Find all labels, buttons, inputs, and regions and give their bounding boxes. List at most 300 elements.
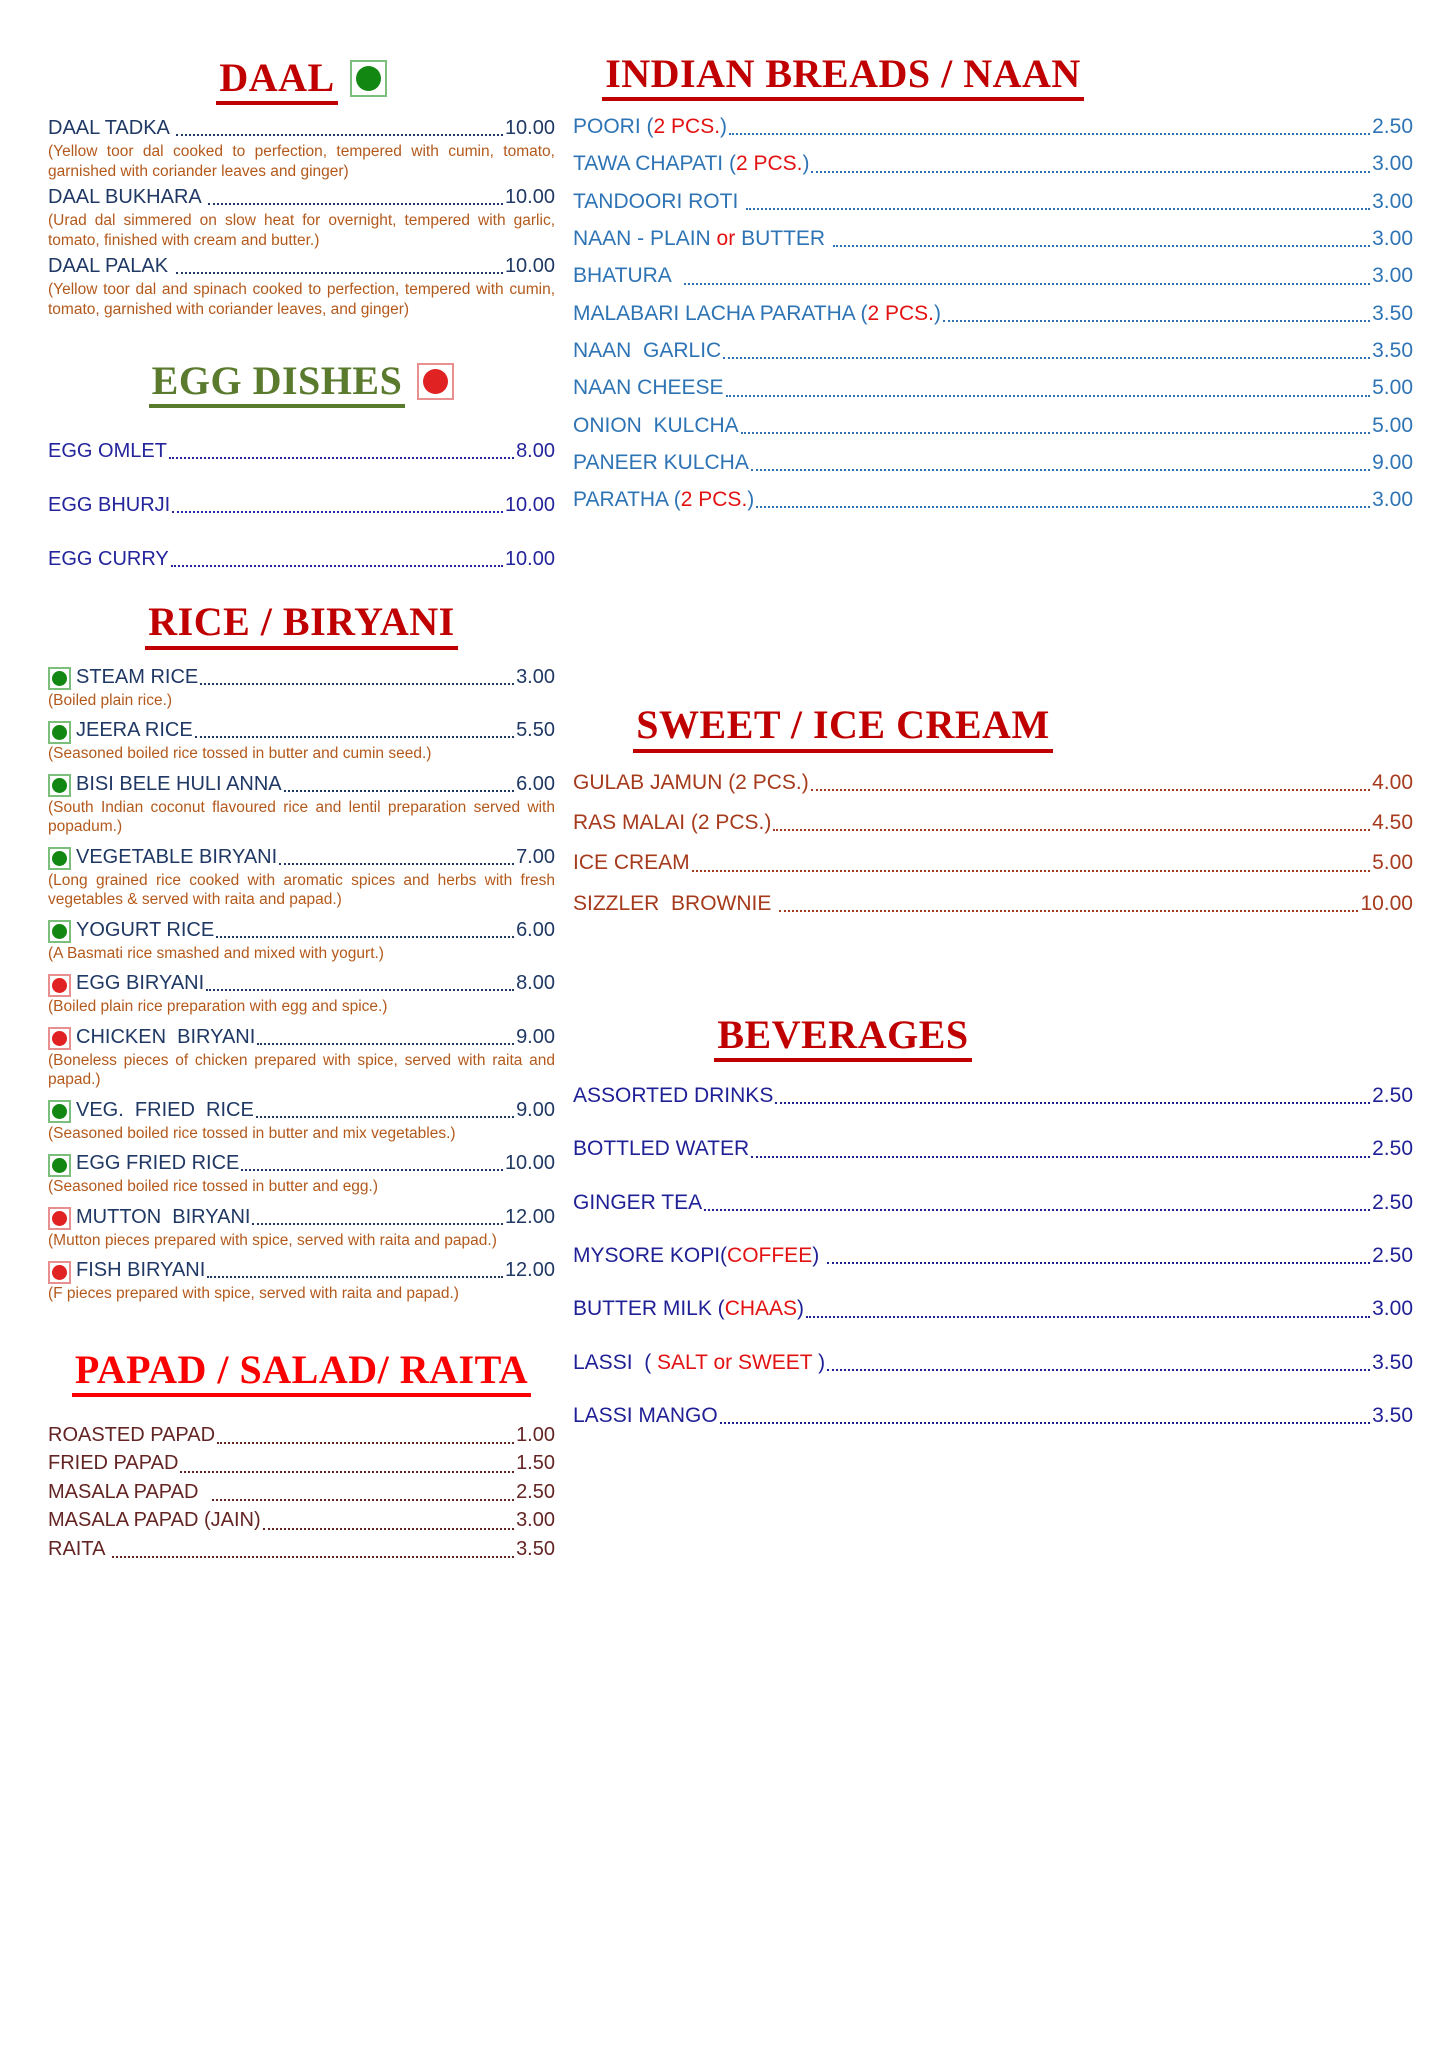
menu-item-row <box>573 1349 1413 1376</box>
dotted-leader <box>729 133 1370 135</box>
menu-item <box>48 1097 555 1144</box>
menu-item <box>48 1449 555 1477</box>
item-price: 3.50 <box>1372 338 1413 362</box>
item-price: 1.00 <box>516 1424 555 1447</box>
item-name: EGG FRIED RICE <box>76 1152 240 1175</box>
section-heading-daal <box>48 56 555 105</box>
menu-item <box>573 1189 1413 1216</box>
item-price: 10.00 <box>504 117 555 140</box>
section-title: PAPAD / SALAD/ RAITA <box>72 1348 531 1397</box>
item-price: 1.50 <box>516 1452 555 1475</box>
dotted-leader <box>741 432 1370 434</box>
dotted-leader <box>241 1169 503 1171</box>
menu-item-row <box>573 1295 1413 1322</box>
section-title: INDIAN BREADS / NAAN <box>602 52 1084 101</box>
menu-item <box>48 438 555 464</box>
item-price: 3.50 <box>1372 301 1413 325</box>
menu-item-row <box>48 771 555 797</box>
item-name: EGG BHURJI <box>48 494 171 517</box>
item-name: LASSI ( SALT or SWEET ) <box>573 1350 826 1374</box>
item-name: VEGETABLE BIRYANI <box>76 845 278 868</box>
item-price: 3.00 <box>1372 152 1413 176</box>
item-name: ROASTED PAPAD <box>48 1424 216 1447</box>
left-column <box>48 0 555 1563</box>
dotted-leader <box>773 829 1370 831</box>
item-price: 5.00 <box>1372 851 1413 875</box>
section-heading-wrap <box>145 600 457 649</box>
dotted-leader <box>692 870 1370 872</box>
menu-item <box>48 917 555 964</box>
item-name: EGG CURRY <box>48 548 169 571</box>
item-name: GINGER TEA <box>573 1190 703 1214</box>
menu-item-row <box>48 1257 555 1283</box>
item-price: 6.00 <box>516 918 555 941</box>
item-price: 5.00 <box>1372 376 1413 400</box>
item-name-accent: 2 PCS. <box>735 152 803 176</box>
menu-item <box>48 1506 555 1534</box>
menu-item-row <box>573 262 1413 289</box>
item-name: EGG OMLET <box>48 440 167 463</box>
menu-item <box>48 717 555 764</box>
dotted-leader <box>775 1102 1370 1104</box>
item-name-accent: SALT or SWEET <box>657 1350 813 1374</box>
section-heading-egg <box>48 359 555 408</box>
dotted-leader <box>216 936 514 938</box>
menu-item-row <box>573 449 1413 476</box>
veg-dot <box>356 66 381 91</box>
menu-item <box>573 890 1413 917</box>
item-price: 5.50 <box>516 719 555 742</box>
item-price: 12.00 <box>504 1205 555 1228</box>
item-name: TANDOORI ROTI <box>573 189 745 213</box>
dotted-leader <box>811 171 1370 173</box>
non-veg-icon <box>48 1027 71 1050</box>
menu-item-row <box>48 1150 555 1176</box>
item-name-accent: 2 PCS. <box>680 488 748 512</box>
item-name: LASSI MANGO <box>573 1403 718 1427</box>
section-items <box>573 769 1413 917</box>
section-title: DAAL <box>216 56 337 105</box>
item-name: GULAB JAMUN (2 PCS.) <box>573 770 809 794</box>
item-price: 3.00 <box>1372 1297 1413 1321</box>
dotted-leader <box>212 1499 515 1501</box>
menu-item <box>48 184 555 250</box>
menu-item-row <box>573 769 1413 796</box>
item-name: NAAN - PLAIN or BUTTER <box>573 227 831 251</box>
section-rice <box>48 600 555 1303</box>
menu-item <box>48 1478 555 1506</box>
item-price: 10.00 <box>504 494 555 517</box>
menu-item-row <box>48 1478 555 1506</box>
item-name-accent: 2 PCS. <box>653 115 721 139</box>
section-items <box>48 115 555 319</box>
item-description: (South Indian coconut flavoured rice and lentil preparation served with popadum.) <box>48 798 555 836</box>
dotted-leader <box>257 1043 514 1045</box>
menu-item-row <box>573 1082 1413 1109</box>
item-price: 10.00 <box>504 186 555 209</box>
dotted-leader <box>180 1471 514 1473</box>
dotted-leader <box>200 683 514 685</box>
item-description: (Yellow toor dal and spinach cooked to perfection, tempered with cumin, tomato, garnished with coriander leaves, and ginger) <box>48 281 555 318</box>
section-heading-breads <box>573 52 1113 101</box>
menu-item-row <box>573 1402 1413 1429</box>
section-heading-wrap <box>633 703 1052 752</box>
section-items <box>48 438 555 572</box>
veg-icon <box>350 60 387 97</box>
item-price: 3.00 <box>516 1509 555 1532</box>
item-price: 4.00 <box>1372 770 1413 794</box>
item-description: (Seasoned boiled rice tossed in butter and egg.) <box>48 1178 379 1196</box>
dotted-leader <box>207 1276 503 1278</box>
menu-item-row <box>48 1506 555 1534</box>
non-veg-dot <box>52 1031 67 1046</box>
menu-item-row <box>573 890 1413 917</box>
section-heading-wrap <box>216 56 386 105</box>
dotted-leader <box>723 357 1370 359</box>
item-description: (Urad dal simmered on slow heat for overnight, tempered with garlic, tomato, finished with cream and butter.) <box>48 212 555 249</box>
item-description: (Boneless pieces of chicken prepared with spice, served with raita and papad.) <box>48 1051 555 1089</box>
veg-icon <box>48 847 71 870</box>
menu-item <box>48 844 555 910</box>
menu-item <box>573 1242 1413 1269</box>
menu-item-row <box>48 1535 555 1563</box>
item-price: 2.50 <box>1372 1190 1413 1214</box>
section-items <box>48 1421 555 1563</box>
item-name: RAS MALAI (2 PCS.) <box>573 810 772 834</box>
menu-item-row <box>573 113 1413 140</box>
item-price: 2.50 <box>1372 1243 1413 1267</box>
dotted-leader <box>112 1556 514 1558</box>
item-name: VEG. FRIED RICE <box>76 1098 254 1121</box>
item-price: 9.00 <box>1372 450 1413 474</box>
menu-item <box>573 1295 1413 1322</box>
item-name: BISI BELE HULI ANNA <box>76 772 282 795</box>
menu-item-row <box>48 1204 555 1230</box>
section-heading-wrap <box>602 52 1084 101</box>
item-price: 3.00 <box>1372 264 1413 288</box>
item-description: (Long grained rice cooked with aromatic spices and herbs with fresh vegetables & served with raita and papad.) <box>48 871 555 909</box>
menu-item <box>48 664 555 711</box>
dotted-leader <box>746 208 1370 210</box>
dotted-leader <box>779 910 1358 912</box>
dotted-leader <box>751 469 1370 471</box>
menu-item-row <box>573 1242 1413 1269</box>
item-price: 8.00 <box>516 972 555 995</box>
menu-item <box>573 262 1413 289</box>
section-heading-wrap <box>714 1013 971 1062</box>
menu-item-row <box>48 253 555 279</box>
menu-item-row <box>48 1097 555 1123</box>
dotted-leader <box>284 790 514 792</box>
item-description: (A Basmati rice smashed and mixed with yogurt.) <box>48 944 384 962</box>
item-name: CHICKEN BIRYANI <box>76 1025 256 1048</box>
non-veg-dot <box>423 369 448 394</box>
menu-item <box>573 1135 1413 1162</box>
item-name: PARATHA (2 PCS.) <box>573 488 755 512</box>
dotted-leader <box>263 1528 514 1530</box>
menu-item <box>48 1024 555 1090</box>
dotted-leader <box>256 1116 514 1118</box>
item-description: (F pieces prepared with spice, served with raita and papad.) <box>48 1285 459 1303</box>
menu-item-row <box>573 374 1413 401</box>
item-name-accent: COFFEE <box>727 1243 813 1267</box>
item-name: NAAN CHEESE <box>573 376 724 400</box>
veg-dot <box>52 851 67 866</box>
dotted-leader <box>811 789 1370 791</box>
item-name: ASSORTED DRINKS <box>573 1084 774 1108</box>
item-name: ONION KULCHA <box>573 413 739 437</box>
menu-item <box>48 1421 555 1449</box>
item-price: 3.50 <box>1372 1403 1413 1427</box>
dotted-leader <box>827 1369 1370 1371</box>
section-title: RICE / BIRYANI <box>145 600 457 649</box>
dotted-leader <box>726 395 1371 397</box>
item-price: 3.00 <box>516 665 555 688</box>
menu-item-row <box>573 486 1413 513</box>
menu-item-row <box>573 188 1413 215</box>
item-name: DAAL BUKHARA <box>48 186 207 209</box>
item-price: 12.00 <box>504 1259 555 1282</box>
veg-icon <box>48 1100 71 1123</box>
section-heading-beverages <box>573 1013 1113 1062</box>
non-veg-dot <box>52 1265 67 1280</box>
item-name: MALABARI LACHA PARATHA (2 PCS.) <box>573 301 942 325</box>
section-title: EGG DISHES <box>149 359 406 408</box>
menu-item <box>48 115 555 181</box>
menu-item <box>573 188 1413 215</box>
menu-item <box>48 970 555 1017</box>
item-description: (Seasoned boiled rice tossed in butter and cumin seed.) <box>48 745 432 763</box>
item-name: BUTTER MILK (CHAAS) <box>573 1297 805 1321</box>
menu-item <box>48 253 555 319</box>
dotted-leader <box>169 457 514 459</box>
menu-item-row <box>573 809 1413 836</box>
item-price: 8.00 <box>516 440 555 463</box>
dotted-leader <box>171 565 503 567</box>
section-items <box>573 1082 1413 1429</box>
menu-item <box>573 769 1413 796</box>
item-name: DAAL PALAK <box>48 255 174 278</box>
veg-dot <box>52 671 67 686</box>
item-name: ICE CREAM <box>573 851 690 875</box>
dotted-leader <box>704 1209 1370 1211</box>
item-name: MASALA PAPAD <box>48 1480 210 1503</box>
menu-item <box>573 449 1413 476</box>
item-name-accent: or <box>716 227 736 251</box>
section-sweets <box>573 703 1413 916</box>
item-name-accent: 2 PCS. <box>867 301 935 325</box>
item-price: 9.00 <box>516 1098 555 1121</box>
veg-icon <box>48 667 71 690</box>
non-veg-icon <box>48 1261 71 1284</box>
item-price: 10.00 <box>1360 891 1413 915</box>
dotted-leader <box>684 283 1370 285</box>
item-name: FISH BIRYANI <box>76 1259 206 1282</box>
menu-item <box>573 1402 1413 1429</box>
item-description: (Yellow toor dal cooked to perfection, tempered with cumin, tomato, garnished with coriander leaves and ginger) <box>48 143 555 180</box>
item-price: 3.00 <box>1372 227 1413 251</box>
item-price: 2.50 <box>1372 1084 1413 1108</box>
item-description: (Boiled plain rice preparation with egg and spice.) <box>48 998 388 1016</box>
item-price: 7.00 <box>516 845 555 868</box>
menu-item-row <box>573 1135 1413 1162</box>
item-price: 2.50 <box>1372 1137 1413 1161</box>
menu-item-row <box>48 546 555 572</box>
section-items <box>48 664 555 1304</box>
veg-dot <box>52 725 67 740</box>
menu-item <box>573 412 1413 439</box>
non-veg-dot <box>52 978 67 993</box>
item-price: 10.00 <box>504 1152 555 1175</box>
menu-item-row <box>573 337 1413 364</box>
menu-item <box>573 150 1413 177</box>
item-price: 9.00 <box>516 1025 555 1048</box>
menu-item-row <box>48 1421 555 1449</box>
dotted-leader <box>943 320 1370 322</box>
item-price: 2.50 <box>516 1480 555 1503</box>
item-price: 5.00 <box>1372 413 1413 437</box>
item-name: POORI (2 PCS.) <box>573 115 728 139</box>
section-papad <box>48 1348 555 1563</box>
veg-dot <box>52 1158 67 1173</box>
item-name: YOGURT RICE <box>76 918 215 941</box>
dotted-leader <box>756 506 1370 508</box>
item-name: RAITA <box>48 1537 110 1560</box>
menu-item-row <box>573 225 1413 252</box>
dotted-leader <box>195 736 514 738</box>
menu-item <box>573 486 1413 513</box>
item-description: (Mutton pieces prepared with spice, served with raita and papad.) <box>48 1231 497 1249</box>
right-column <box>573 0 1413 1455</box>
non-veg-icon <box>48 974 71 997</box>
dotted-leader <box>206 989 514 991</box>
menu-item-row <box>48 664 555 690</box>
veg-icon <box>48 721 71 744</box>
dotted-leader <box>217 1442 514 1444</box>
section-breads <box>573 52 1413 513</box>
menu-item <box>48 546 555 572</box>
menu-item <box>573 809 1413 836</box>
dotted-leader <box>176 134 503 136</box>
item-name: BOTTLED WATER <box>573 1137 750 1161</box>
menu-item <box>48 1204 555 1251</box>
item-name: DAAL TADKA <box>48 117 175 140</box>
menu-item-row <box>48 1024 555 1050</box>
dotted-leader <box>827 1262 1370 1264</box>
item-name: MUTTON BIRYANI <box>76 1205 251 1228</box>
veg-dot <box>52 778 67 793</box>
menu-item-row <box>48 1449 555 1477</box>
item-price: 10.00 <box>504 255 555 278</box>
veg-dot <box>52 924 67 939</box>
menu-item <box>573 300 1413 327</box>
item-name: MASALA PAPAD (JAIN) <box>48 1509 261 1532</box>
item-name: STEAM RICE <box>76 665 199 688</box>
dotted-leader <box>833 245 1370 247</box>
dotted-leader <box>279 863 514 865</box>
menu-item-row <box>48 917 555 943</box>
menu-item <box>48 1150 555 1197</box>
menu-item <box>573 225 1413 252</box>
item-name: MYSORE KOPI(COFFEE) <box>573 1243 826 1267</box>
dotted-leader <box>172 511 503 513</box>
dotted-leader <box>751 1156 1370 1158</box>
menu-item <box>573 337 1413 364</box>
section-daal <box>48 56 555 319</box>
menu-item-row <box>573 1189 1413 1216</box>
item-name: SIZZLER BROWNIE <box>573 891 778 915</box>
section-title: BEVERAGES <box>714 1013 971 1062</box>
item-price: 10.00 <box>504 548 555 571</box>
menu-item-row <box>573 849 1413 876</box>
menu-item <box>573 113 1413 140</box>
item-description: (Seasoned boiled rice tossed in butter and mix vegetables.) <box>48 1124 456 1142</box>
menu-item <box>48 771 555 837</box>
menu-item-row <box>48 438 555 464</box>
veg-dot <box>52 1104 67 1119</box>
item-name: TAWA CHAPATI (2 PCS.) <box>573 152 810 176</box>
section-title: SWEET / ICE CREAM <box>633 703 1052 752</box>
menu-item-row <box>573 150 1413 177</box>
item-price: 3.50 <box>516 1537 555 1560</box>
menu-item-row <box>48 184 555 210</box>
section-heading-wrap <box>72 1348 531 1397</box>
item-price: 3.00 <box>1372 189 1413 213</box>
menu-item-row <box>48 844 555 870</box>
item-name: BHATURA <box>573 264 683 288</box>
item-price: 3.00 <box>1372 488 1413 512</box>
section-heading-wrap <box>149 359 455 408</box>
item-price: 6.00 <box>516 772 555 795</box>
item-price: 2.50 <box>1372 115 1413 139</box>
section-egg <box>48 359 555 572</box>
menu-item-row <box>48 717 555 743</box>
dotted-leader <box>176 272 503 274</box>
item-price: 3.50 <box>1372 1350 1413 1374</box>
menu-item <box>48 1535 555 1563</box>
dotted-leader <box>806 1316 1370 1318</box>
menu-item <box>573 374 1413 401</box>
section-heading-rice <box>48 600 555 649</box>
item-name: NAAN GARLIC <box>573 338 722 362</box>
menu-item <box>573 1082 1413 1109</box>
dotted-leader <box>208 203 503 205</box>
item-description: (Boiled plain rice.) <box>48 691 173 709</box>
menu-item-row <box>573 412 1413 439</box>
menu-item-row <box>48 492 555 518</box>
dotted-leader <box>252 1223 502 1225</box>
veg-icon <box>48 774 71 797</box>
menu-item-row <box>48 115 555 141</box>
non-veg-icon <box>417 363 454 400</box>
dotted-leader <box>720 1422 1370 1424</box>
section-heading-sweets <box>573 703 1113 752</box>
non-veg-dot <box>52 1211 67 1226</box>
section-heading-papad <box>48 1348 555 1397</box>
menu-item-row <box>573 300 1413 327</box>
non-veg-icon <box>48 1207 71 1230</box>
section-beverages <box>573 1013 1413 1429</box>
item-name: JEERA RICE <box>76 719 193 742</box>
menu-item <box>573 849 1413 876</box>
item-name-accent: CHAAS <box>724 1297 798 1321</box>
menu-item <box>48 1257 555 1304</box>
menu-item <box>48 492 555 518</box>
item-name: PANEER KULCHA <box>573 450 749 474</box>
menu-item <box>573 1349 1413 1376</box>
item-name: FRIED PAPAD <box>48 1452 179 1475</box>
menu-item-row <box>48 970 555 996</box>
